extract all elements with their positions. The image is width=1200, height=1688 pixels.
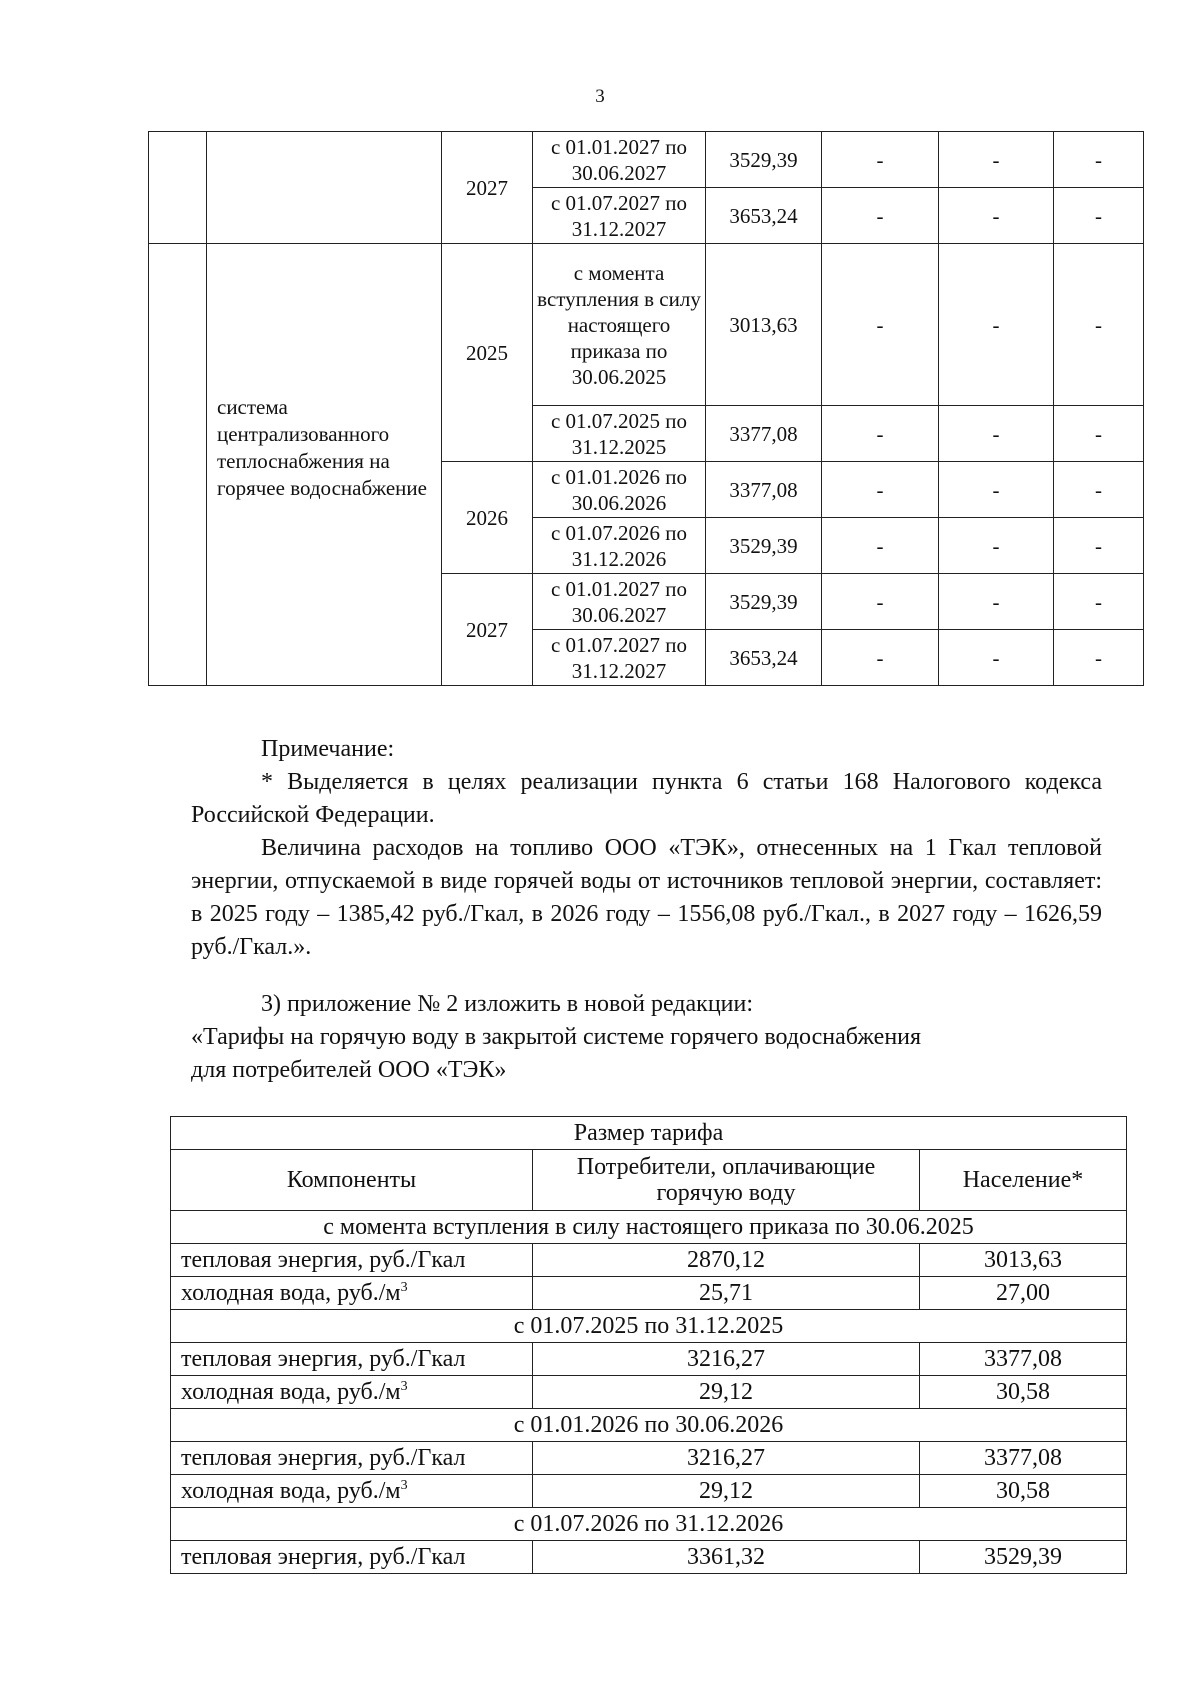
- dash-cell: -: [822, 518, 939, 574]
- table-row: [171, 1475, 1127, 1508]
- dash-cell: -: [939, 574, 1054, 630]
- table-row: [171, 1541, 1127, 1574]
- table-row: [171, 1150, 1127, 1211]
- population-value: 30,58: [920, 1475, 1127, 1508]
- table-row: [149, 244, 1144, 406]
- year-cell: 2027: [442, 132, 533, 244]
- label-text: холодная вода, руб./м: [181, 1379, 401, 1405]
- appendix-title-line2: для потребителей ООО «ТЭК»: [191, 1057, 507, 1083]
- table-row: [171, 1277, 1127, 1310]
- table-row: [171, 1409, 1127, 1442]
- table-row: [171, 1244, 1127, 1277]
- table-row: [171, 1376, 1127, 1409]
- dash-cell: -: [939, 518, 1054, 574]
- label-text: холодная вода, руб./м: [181, 1280, 401, 1306]
- dash-cell: -: [1054, 406, 1144, 462]
- page-number: 3: [595, 86, 605, 107]
- table-row: [171, 1117, 1127, 1150]
- dash-cell: -: [822, 574, 939, 630]
- period-cell: с 01.07.2027 по 31.12.2027: [533, 630, 706, 686]
- note-title: Примечание:: [261, 736, 395, 762]
- dash-cell: -: [822, 630, 939, 686]
- empty-cell: [149, 244, 207, 686]
- dash-cell: -: [1054, 518, 1144, 574]
- appendix-title-line1: «Тарифы на горячую воду в закрытой системе горячего водоснабжения: [191, 1024, 922, 1050]
- tariff-cell: 3013,63: [706, 244, 822, 406]
- dash-cell: -: [939, 630, 1054, 686]
- population-value: 3013,63: [920, 1244, 1127, 1277]
- dash-cell: -: [822, 132, 939, 188]
- superscript: 3: [400, 1379, 408, 1394]
- dash-cell: -: [1054, 462, 1144, 518]
- year-cell: 2025: [442, 244, 533, 462]
- note-fuel-text: Величина расходов на топливо ООО «ТЭК», отнесенных на 1 Гкал тепловой энергии, отпускаемой в виде горячей воды от источников тепловой энергии, составляет: в 2025 году – 1385,42 руб./Гкал, в 2026 году – 1556,08 руб./Гкал., в 2027 году – 1626,59 руб./Гкал.».: [191, 835, 1102, 960]
- dash-cell: -: [939, 462, 1054, 518]
- period-title: с 01.07.2026 по 31.12.2026: [171, 1508, 1127, 1541]
- superscript: 3: [400, 1478, 408, 1493]
- population-value: 3377,08: [920, 1442, 1127, 1475]
- label-text: холодная вода, руб./м: [181, 1478, 401, 1504]
- note-asterisk-text: * Выделяется в целях реализации пункта 6 статьи 168 Налогового кодекса Российской Федерации.: [191, 769, 1102, 828]
- component-label: тепловая энергия, руб./Гкал: [171, 1541, 533, 1574]
- tariff-cell: 3529,39: [706, 574, 822, 630]
- component-label: [171, 1475, 533, 1508]
- tariff-cell: 3377,08: [706, 406, 822, 462]
- consumers-value: 29,12: [533, 1376, 920, 1409]
- table-row: [149, 132, 1144, 188]
- population-value: 27,00: [920, 1277, 1127, 1310]
- year-cell: 2027: [442, 574, 533, 686]
- period-cell: с 01.07.2025 по 31.12.2025: [533, 406, 706, 462]
- tariff-cell: 3653,24: [706, 630, 822, 686]
- period-title: с 01.01.2026 по 30.06.2026: [171, 1409, 1127, 1442]
- consumers-value: 3216,27: [533, 1442, 920, 1475]
- table-row: [171, 1508, 1127, 1541]
- empty-cell: [207, 132, 442, 244]
- component-label: тепловая энергия, руб./Гкал: [171, 1442, 533, 1475]
- component-label: [171, 1277, 533, 1310]
- appendix-instruction: 3) приложение № 2 изложить в новой редакции:: [261, 991, 754, 1017]
- header-consumers: Потребители, оплачивающие горячую воду: [533, 1150, 920, 1211]
- dash-cell: -: [822, 462, 939, 518]
- dash-cell: -: [822, 188, 939, 244]
- dash-cell: -: [939, 188, 1054, 244]
- period-cell: с 01.07.2027 по 31.12.2027: [533, 188, 706, 244]
- consumers-value: 29,12: [533, 1475, 920, 1508]
- table-row: [171, 1211, 1127, 1244]
- period-cell: с 01.01.2027 по 30.06.2027: [533, 574, 706, 630]
- year-cell: 2026: [442, 462, 533, 574]
- dash-cell: -: [939, 132, 1054, 188]
- period-title: с 01.07.2025 по 31.12.2025: [171, 1310, 1127, 1343]
- consumers-value: 3216,27: [533, 1343, 920, 1376]
- period-cell: с 01.01.2026 по 30.06.2026: [533, 462, 706, 518]
- dash-cell: -: [939, 244, 1054, 406]
- period-cell: с 01.07.2026 по 31.12.2026: [533, 518, 706, 574]
- tariff-cell: 3529,39: [706, 518, 822, 574]
- consumers-value: 25,71: [533, 1277, 920, 1310]
- component-label: тепловая энергия, руб./Гкал: [171, 1343, 533, 1376]
- header-components: Компоненты: [171, 1150, 533, 1211]
- period-cell: с момента вступления в силу настоящего приказа по 30.06.2025: [533, 244, 706, 406]
- note-block: [191, 733, 1102, 964]
- consumers-value: 2870,12: [533, 1244, 920, 1277]
- component-label: [171, 1376, 533, 1409]
- dash-cell: -: [1054, 244, 1144, 406]
- dash-cell: -: [939, 406, 1054, 462]
- tariff-cell: 3529,39: [706, 132, 822, 188]
- table-row: [171, 1343, 1127, 1376]
- dash-cell: -: [1054, 630, 1144, 686]
- hot-water-tariff-table: [170, 1116, 1127, 1574]
- dash-cell: -: [1054, 188, 1144, 244]
- header-tariff-size: Размер тарифа: [171, 1117, 1127, 1150]
- dash-cell: -: [1054, 574, 1144, 630]
- consumers-value: 3361,32: [533, 1541, 920, 1574]
- dash-cell: -: [822, 244, 939, 406]
- table-row: [171, 1442, 1127, 1475]
- period-title: с момента вступления в силу настоящего приказа по 30.06.2025: [171, 1211, 1127, 1244]
- table-row: [171, 1310, 1127, 1343]
- system-label: система централизованного теплоснабжения на горячее водоснабжение: [207, 244, 442, 686]
- appendix-block: [191, 988, 1102, 1087]
- period-cell: с 01.01.2027 по 30.06.2027: [533, 132, 706, 188]
- component-label: тепловая энергия, руб./Гкал: [171, 1244, 533, 1277]
- header-population: Население*: [920, 1150, 1127, 1211]
- empty-cell: [149, 132, 207, 244]
- dash-cell: -: [1054, 132, 1144, 188]
- tariff-cell: 3377,08: [706, 462, 822, 518]
- tariff-continuation-table: [148, 131, 1144, 686]
- population-value: 3377,08: [920, 1343, 1127, 1376]
- superscript: 3: [400, 1280, 408, 1295]
- tariff-cell: 3653,24: [706, 188, 822, 244]
- dash-cell: -: [822, 406, 939, 462]
- population-value: 3529,39: [920, 1541, 1127, 1574]
- population-value: 30,58: [920, 1376, 1127, 1409]
